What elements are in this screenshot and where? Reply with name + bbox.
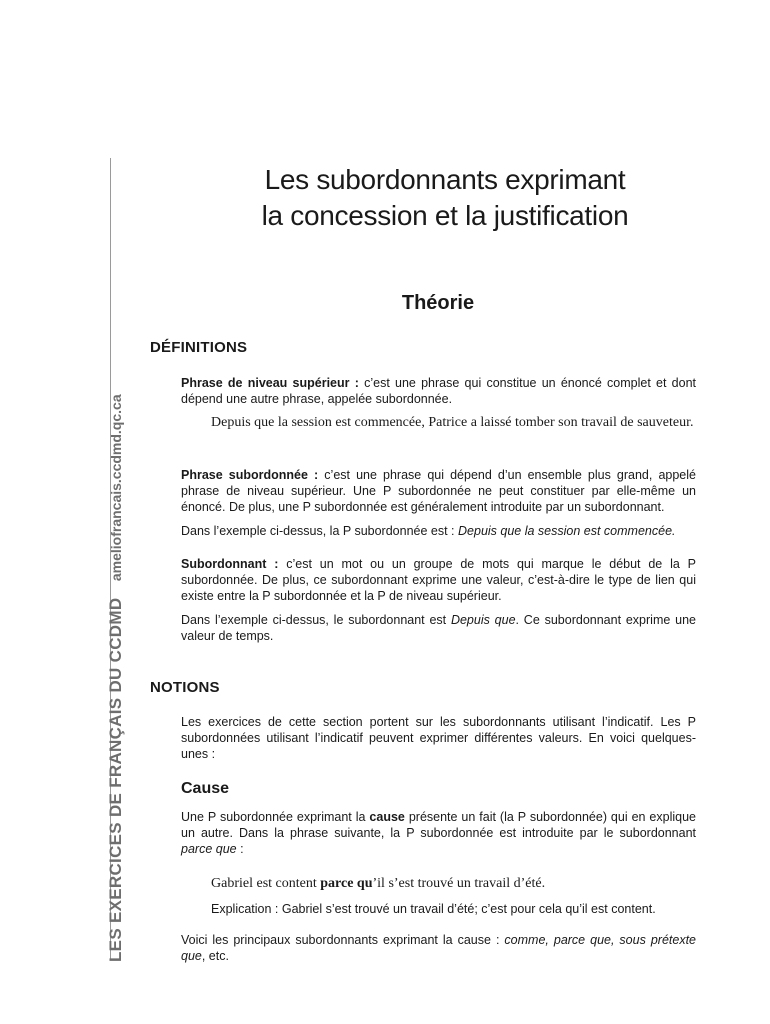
note-italic: Depuis que	[450, 613, 516, 627]
example-text: ’il s’est trouvé un travail d’été.	[372, 876, 546, 891]
definition-text: c’est une phrase qui dépend d’un ensemble plus grand, appelé phrase de niveau supérieur. Une P subordonnée ne peut constituer par elle-même un énoncé. De plus, une P subordonnée est généralement introduite par un subordonnant.	[181, 468, 696, 514]
subordonnant-note	[181, 612, 696, 644]
series-title: LES EXERCICES DE FRANÇAIS DU CCDMD	[106, 597, 125, 962]
note-text: . Ce subordonnant exprime une valeur de temps.	[181, 613, 696, 643]
notions-intro: Les exercices de cette section portent sur les subordonnants utilisant l’indicatif. Les P subordonnées utilisant l’indicatif peuvent exprimer différentes valeurs. En voici quelques-unes :	[181, 715, 696, 761]
cause-heading: Cause	[181, 780, 230, 797]
theory-heading: Théorie	[401, 292, 475, 314]
term: Phrase de niveau supérieur :	[181, 376, 359, 390]
example-sentence: Depuis que la session est commencée, Patrice a laissé tomber son travail de sauveteur.	[211, 415, 694, 430]
list-text: , etc.	[201, 949, 229, 963]
example-text: Gabriel est content	[211, 876, 321, 891]
list-text: Voici les principaux subordonnants exprimant la cause :	[181, 933, 505, 947]
sidebar-series	[106, 394, 126, 962]
cause-explanation: Explication : Gabriel s’est trouvé un travail d’été; c’est pour cela qu’il est content.	[211, 902, 656, 916]
cause-text: :	[236, 842, 244, 856]
cause-text: présente un fait (la P subordonnée) qui en explique un autre. Dans la phrase suivante, la P subordonnée est introduite par le subordonnant	[181, 810, 696, 840]
note-text: Dans l’exemple ci-dessus, la P subordonnée est :	[181, 524, 459, 538]
definition-text: c’est un mot ou un groupe de mots qui marque le début de la P subordonnée. De plus, ce subordonnant exprime une valeur, c’est-à-dire le type de lien qui existe entre la P subordonnée et la P de niveau supérieur.	[181, 557, 696, 603]
cause-list	[181, 932, 696, 964]
cause-definition	[181, 809, 696, 857]
definition-phrase-niveau-superieur	[181, 375, 696, 407]
cause-text: Une P subordonnée exprimant la	[181, 810, 370, 824]
definition-text: c’est une phrase qui constitue un énoncé complet et dont dépend une autre phrase, appelée subordonnée.	[181, 376, 696, 406]
example-note	[181, 523, 696, 539]
definition-phrase-subordonnee	[181, 467, 696, 515]
example-bold: parce qu	[320, 876, 373, 891]
notions-heading: NOTIONS	[150, 679, 220, 696]
page-title	[150, 162, 740, 234]
title-line-1: Les subordonnants exprimant	[264, 164, 626, 195]
note-italic: Depuis que la session est commencée.	[458, 524, 676, 538]
cause-example	[211, 875, 696, 893]
cause-bold: cause	[369, 810, 405, 824]
definitions-heading: DÉFINITIONS	[150, 339, 248, 356]
note-text: Dans l’exemple ci-dessus, le subordonnant est	[181, 613, 451, 627]
list-items: comme, parce que, sous prétexte que	[181, 933, 696, 963]
term: Phrase subordonnée :	[181, 468, 319, 482]
definition-subordonnant	[181, 556, 696, 604]
title-line-2: la concession et la justification	[261, 200, 629, 231]
cause-italic: parce que	[181, 842, 237, 856]
term: Subordonnant :	[181, 557, 279, 571]
series-url: ameliofrancais.ccdmd.qc.ca	[108, 394, 124, 582]
